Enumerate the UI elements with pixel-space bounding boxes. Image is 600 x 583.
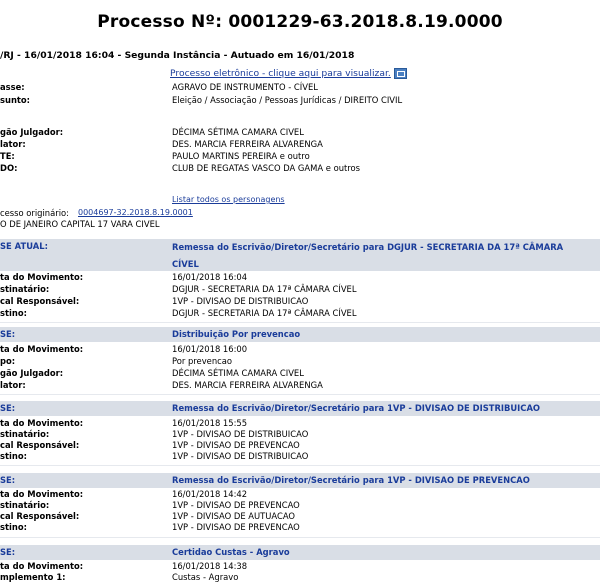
phase-header [0,545,600,560]
document-view-icon[interactable] [394,68,407,79]
info-value: DÉCIMA SÉTIMA CAMARA CIVEL [172,127,304,137]
field-value: 16/01/2018 16:00 [172,344,248,354]
info-value: AGRAVO DE INSTRUMENTO - CÍVEL [172,82,318,92]
info-value: PAULO MARTINS PEREIRA e outro [172,151,310,161]
info-label: DO: [0,163,18,173]
phase-label: SE ATUAL: [0,241,48,251]
field-value: DÉCIMA SÉTIMA CAMARA CIVEL [172,368,304,378]
field-value: 16/01/2018 14:42 [172,489,248,499]
field-label: cal Responsável: [0,296,80,306]
electronic-process-link-label: Processo eletrônico - clique aqui para visualizar. [170,68,391,79]
field-label: ta do Movimento: [0,418,84,428]
field-value: DGJUR - SECRETARIA DA 17ª CÂMARA CÍVEL [172,308,357,318]
divider [0,394,600,395]
electronic-process-link[interactable] [170,68,407,79]
phase-title: Remessa do Escrivão/Diretor/Secretário para DGJUR - SECRETARIA DA 17ª CÂMARA CÍVEL [172,242,564,269]
field-label: stinatário: [0,500,50,510]
process-header-line: /RJ - 16/01/2018 16:04 - Segunda Instância - Autuado em 16/01/2018 [0,50,355,61]
phase-title: Certidao Custas - Agravo [172,547,290,557]
origin-label: cesso originário: [0,208,69,218]
field-label: stino: [0,522,27,532]
phase-label: SE: [0,403,16,413]
phase-title: Distribuição Por prevencao [172,329,301,339]
phase-title: Remessa do Escrivão/Diretor/Secretário para 1VP - DIVISAO DE PREVENCAO [172,475,530,485]
field-label: mplemento 1: [0,572,66,582]
phase-label: SE: [0,547,16,557]
field-value: 1VP - DIVISAO DE DISTRIBUICAO [172,429,309,439]
info-value: Eleição / Associação / Pessoas Jurídicas / DIREITO CIVIL [172,95,403,105]
info-label: lator: [0,139,26,149]
field-label: cal Responsável: [0,511,80,521]
field-value: Custas - Agravo [172,572,239,582]
field-label: lator: [0,380,26,390]
field-label: gão Julgador: [0,368,64,378]
info-label: asse: [0,82,25,92]
origin-court: O DE JANEIRO CAPITAL 17 VARA CIVEL [0,219,160,229]
field-label: ta do Movimento: [0,344,84,354]
field-value: 16/01/2018 15:55 [172,418,248,428]
phase-label: SE: [0,475,16,485]
field-label: cal Responsável: [0,440,80,450]
phase-header [0,473,600,488]
field-label: po: [0,356,16,366]
page-title: Processo Nº: 0001229-63.2018.8.19.0000 [97,12,503,32]
field-value: DGJUR - SECRETARIA DA 17ª CÂMARA CÍVEL [172,284,357,294]
info-label: sunto: [0,95,31,105]
phase-header-current [0,239,600,271]
divider [0,322,600,323]
field-label: ta do Movimento: [0,489,84,499]
phase-header [0,401,600,416]
info-value: DES. MARCIA FERREIRA ALVARENGA [172,139,323,149]
info-label: TE: [0,151,15,161]
field-value: 16/01/2018 16:04 [172,272,248,282]
field-value: Por prevencao [172,356,232,366]
field-value: 1VP - DIVISAO DE DISTRIBUICAO [172,451,309,461]
field-label: ta do Movimento: [0,272,84,282]
info-value: CLUB DE REGATAS VASCO DA GAMA e outros [172,163,361,173]
list-parties-link[interactable]: Listar todos os personagens [172,195,285,204]
origin-process-link[interactable]: 0004697-32.2018.8.19.0001 [78,208,193,217]
field-value: DES. MARCIA FERREIRA ALVARENGA [172,380,323,390]
field-label: stino: [0,451,27,461]
field-value: 1VP - DIVISAO DE PREVENCAO [172,500,300,510]
field-label: stinatário: [0,284,50,294]
field-label: stinatário: [0,429,50,439]
divider [0,465,600,466]
divider [0,537,600,538]
field-value: 16/01/2018 14:38 [172,561,248,571]
field-value: 1VP - DIVISAO DE AUTUACAO [172,511,295,521]
field-value: 1VP - DIVISAO DE DISTRIBUICAO [172,296,309,306]
info-label: gão Julgador: [0,127,64,137]
field-value: 1VP - DIVISAO DE PREVENCAO [172,440,300,450]
field-label: stino: [0,308,27,318]
field-value: 1VP - DIVISAO DE PREVENCAO [172,522,300,532]
phase-title: Remessa do Escrivão/Diretor/Secretário para 1VP - DIVISAO DE DISTRIBUICAO [172,403,541,413]
field-label: ta do Movimento: [0,561,84,571]
phase-header [0,327,600,342]
phase-label: SE: [0,329,16,339]
